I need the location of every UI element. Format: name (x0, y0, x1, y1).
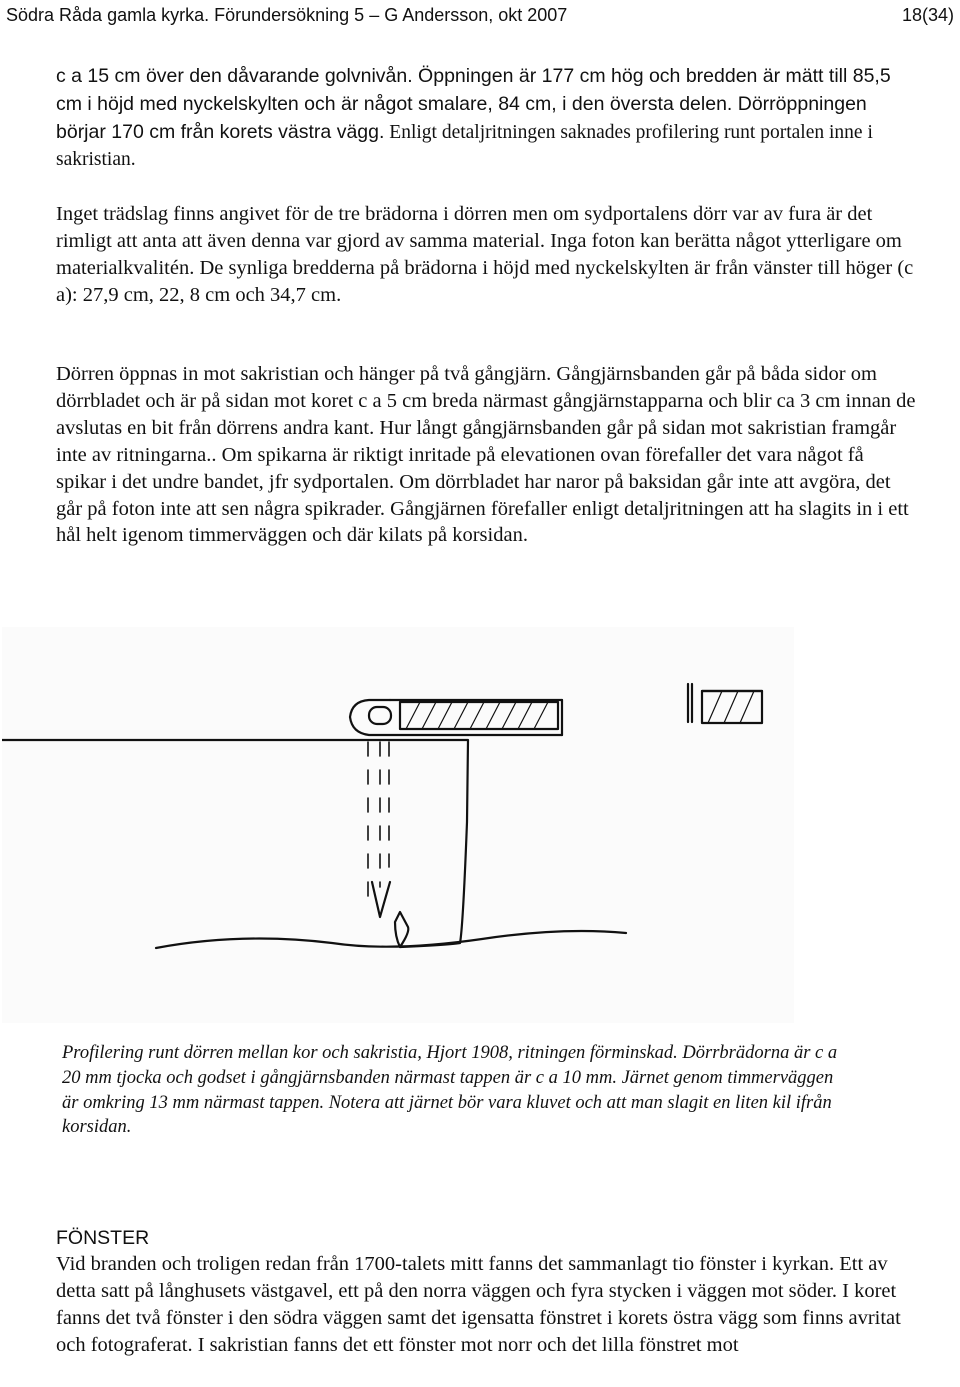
dashed-pin-lines (368, 742, 389, 897)
detail-drawing-svg (2, 627, 794, 1023)
detail-drawing (2, 627, 794, 1023)
paragraph-door-opening (56, 63, 916, 174)
section-heading-fonster: FÖNSTER (56, 1227, 150, 1249)
paragraph-windows: Vid branden och troligen redan från 1700-talets mitt fanns det sammanlagt tio fönster i kyrkan. Ett av detta satt på långhusets västgavel, ett på den norra väggen och fyra stycken i väggen mot söder. I koret fanns det två fönster i den södra väggen samt det igensatta fönstret i korets östra vägg som finns avritat och fotograferat. I sakristian fanns det ett fönster mot norr och det lilla fönstret mot (56, 1253, 901, 1356)
paragraph-hinges: Dörren öppnas in mot sakristian och hänger på två gångjärn. Gångjärnsbanden går på båda sidor om dörrbladet och är på sidan mot koret c a 5 cm breda närmast gångjärnstapparna och blir ca 3 cm innan de avslutas en bit från dörrens andra kant. Hur långt gångjärnsbanden går på sidan mot sakristian framgår inte av ritningarna.. Om spikarna är riktigt inritade på elevationen ovan förefaller det vara något få spikar i det undre bandet, jfr sydportalen. Om dörrbladet har naror på baksidan går inte att avgöra, det går på foton inte att sen några spikrader. Gångjärnen förefaller enligt detaljritningen att ha slagits in i ett hål helt igenom timmerväggen och där kilats på korsidan. (56, 363, 916, 547)
hinge-pin (369, 707, 391, 724)
paragraph-door-opening-text: c a 15 cm över den dåvarande golvnivån. Öppningen är 177 cm hög och bredden är mätt till 85,5 cm i höjd med nyckelskylten och är något smalare, 84 cm, i den översta delen. Dörröppningen börjar 170 cm från korets västra vägg. (56, 65, 891, 143)
paragraph-wood-type: Inget trädslag finns angivet för de tre brädorna i dörren men om sydportalens dörr var av fura är det rimligt att anta att även denna var gjord av samma material. Inga foton kan berätta något ytterligare om materialkvalitén. De synliga bredderna på brädorna i höjd med nyckelskylten är från vänster till höger (c a): 27,9 cm, 22, 8 cm och 34,7 cm. (56, 203, 914, 306)
wall-profile (395, 912, 408, 947)
right-detail-section (702, 691, 762, 723)
pin-tip (372, 882, 390, 917)
figure-caption: Profilering runt dörren mellan kor och sakristia, Hjort 1908, ritningen förminskad. Dörrbrädorna är c a 20 mm tjocka och godset i gångjärnsbanden närmast tappen är c a 10 mm. Järnet genom timmerväggen är omkring 13 mm närmast tappen. Notera att järnet bör vara kluvet och att man slagit en liten kil ifrån korsidan. (62, 1043, 838, 1138)
right-detail-frame (688, 684, 692, 722)
page-header (0, 3, 960, 27)
header-title: Södra Råda gamla kyrka. Förundersökning 5 – G Andersson, okt 2007 (6, 5, 568, 25)
floor-line (156, 931, 626, 948)
paragraph-profile-text: Enligt detaljritningen saknades profilering runt portalen inne i sakristian. (56, 121, 873, 170)
page-number: 18(34) (901, 5, 954, 25)
